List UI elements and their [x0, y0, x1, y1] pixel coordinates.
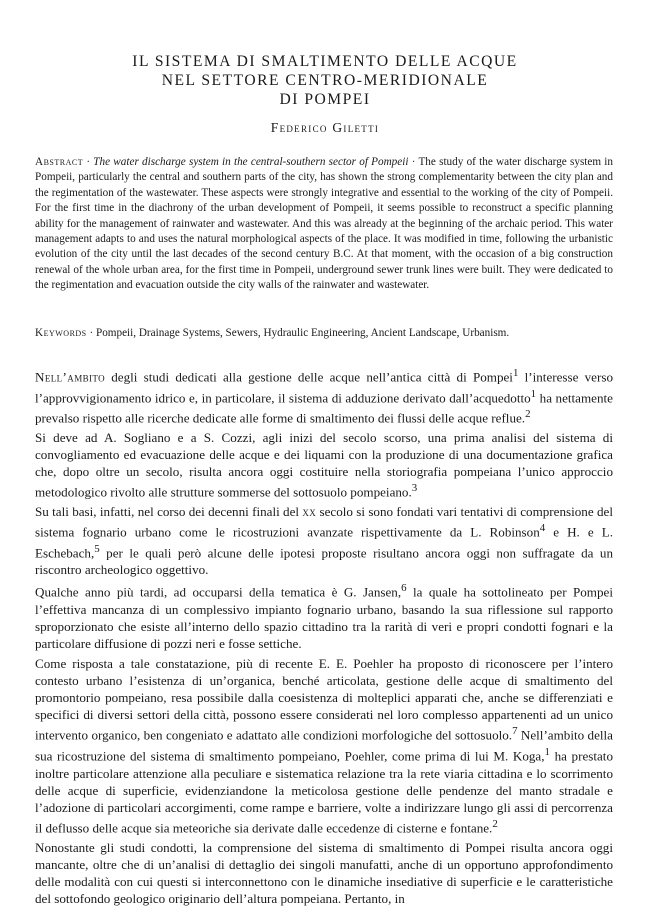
text-run: secolo si sono fondati vari tentativi di comprensione del sistema fognario urbano come le ricostruzioni avanzate rispettivamente da L. Robinson — [35, 503, 613, 540]
paragraph-5 — [35, 655, 613, 837]
century-numeral: xx — [302, 503, 317, 519]
text-run: l’interesse verso l’approvvigionamento idrico e, in particolare, il sistema di adduzione derivato dall’acquedotto — [35, 369, 613, 405]
abstract-english-title: The water discharge system in the central-southern sector of Pompeii — [93, 156, 409, 168]
text-run: Nonostante gli studi condotti, la comprensione del sistema di smaltimento di Pompei risulta ancora oggi mancante, oltre che di un’analisi di dettaglio dei singoli manufatti, anche di un opportuno approfondimento delle modalità con cui questi si interconnettono con le dinamiche insediative di superficie e le caratteristiche del sottofondo geologico originario dell’altura pompeiana. Pertanto, in — [35, 839, 613, 907]
paragraph-6 — [35, 839, 613, 908]
text-run: ha prestato inoltre particolare attenzione alla peculiare e sistematica relazione tra la rete viaria cittadina e lo scorrimento delle acque di superficie, evidenziandone la meticolosa gestione delle pendenze del manto stradale e l’adozione di particolari accorgimenti, come rampe e barriere, volte a indirizzare lungo gli assi di percorrenza il deflusso delle acque sia meteoriche sia derivate dalle eccedenze di cisterne e fontane. — [35, 748, 613, 836]
keywords-label: Keywords — [35, 327, 87, 339]
footnote-ref[interactable]: 5 — [94, 542, 100, 555]
footnote-ref[interactable]: 6 — [401, 582, 407, 595]
paragraph-2 — [35, 429, 613, 501]
text-run: ha nettamente prevalso rispetto alle ricerche dedicate alle forme di smaltimento dei flussi delle acque reflue. — [35, 389, 613, 426]
paragraph-lead-in: Nell’ambito — [35, 369, 106, 385]
text-run: Si deve ad A. Sogliano e a S. Cozzi, agli inizi del secolo scorso, una prima analisi del sistema di convogliamento ed evacuazione delle acque e dei liquami con la produzione di una documentazione grafica che, dopo oltre un secolo, risulta ancora oggi costituire nella storiografia pompeiana l’unico approccio metodologico rivolto alle strutture sommerse del sottosuolo pompeiano. — [35, 429, 613, 500]
title-line-3: DI POMPEI — [279, 91, 371, 108]
text-run: Su tali basi, infatti, nel corso dei decenni finali del — [35, 503, 303, 519]
footnote-ref[interactable]: 1 — [544, 745, 550, 758]
article-body — [35, 365, 613, 909]
keywords — [35, 326, 613, 341]
abstract-separator: · — [83, 156, 94, 168]
abstract — [35, 155, 613, 294]
title-line-2: NEL SETTORE CENTRO-MERIDIONALE — [161, 72, 489, 89]
text-run: la quale ha sottolineato per Pompei l’effettiva mancanza di un complessivo impianto fognario urbano, basando la sua riflessione sul rapporto sproporzionato che esiste all’interno dello spazio cittadino tra la rarità di veri e propri condotti fognari e la particolare diffusione di pozzi neri e fosse settiche. — [35, 584, 613, 652]
footnote-ref[interactable]: 1 — [530, 387, 537, 400]
footnote-ref[interactable]: 3 — [411, 482, 418, 495]
abstract-label: Abstract — [35, 156, 84, 168]
article-title — [40, 52, 610, 109]
footnote-ref[interactable]: 2 — [492, 818, 498, 831]
paragraph-1 — [35, 365, 613, 427]
abstract-separator-2: · — [408, 156, 419, 168]
text-run: degli studi dedicati alla gestione delle acque nell’antica città di Pompei — [105, 369, 513, 385]
keywords-separator: · — [86, 327, 96, 339]
text-run: per le quali però alcune delle ipotesi proposte risultano ancora oggi non suffragate da un riscontro archeologico oggettivo. — [35, 544, 613, 578]
footnote-ref[interactable]: 7 — [512, 725, 518, 738]
footnote-ref[interactable]: 4 — [539, 522, 546, 535]
footnote-ref[interactable]: 2 — [525, 408, 531, 421]
text-run: Nell’ambito della sua ricostruzione del sistema di smaltimento pompeiano, Poehler, come prima di lui M. Koga, — [35, 727, 613, 764]
author-name: Federico Giletti — [270, 120, 380, 135]
keywords-text: Pompeii, Drainage Systems, Sewers, Hydraulic Engineering, Ancient Landscape, Urbanism. — [95, 327, 510, 339]
text-run: Come risposta a tale constatazione, più di recente E. E. Poehler ha proposto di riconoscere per l’intero contesto urbano l’esistenza di un’organica, benché articolata, gestione delle acque di smaltimento del promontorio pompeiano, resa possibile dalla coesistenza di molteplici apparati che, anche se differenziati e specifici di diversi settori della città, possono essere considerati nel loro complesso appartenenti ad un unico intervento organico, ben congeniato e adattato alle condizioni morfologiche del sottosuolo. — [35, 655, 613, 743]
text-run: e H. e L. Eschebach, — [35, 524, 613, 560]
paragraph-4 — [35, 580, 613, 652]
title-line-1: IL SISTEMA DI SMALTIMENTO DELLE ACQUE — [132, 53, 518, 70]
text-run: Qualche anno più tardi, ad occuparsi della tematica è G. Jansen, — [35, 584, 402, 600]
footnote-ref[interactable]: 1 — [512, 367, 519, 379]
abstract-text: The study of the water discharge system in Pompeii, particularly the central and southern parts of the city, has shown the strong complementarity between the city plan and the regimentation of the wastewater. These aspects were strongly integrative and essential to the working of the city of Pompeii. For the first time in the diachrony of the urban development of Pompeii, it seems possible to reconstruct a specific planning ability for the management of rainwater and wastewater. And this was already at the beginning of the archaic period. This water management adapts to and uses the natural morphological aspects of the place. It was modified in time, following the urbanistic evolution of the city until the last decades of the second century B.C. At that moment, with the occasion of a big construction renewal of the whole urban area, for the first time in Pompeii, underground sewer trunk lines were built. They were dedicated to the regimentation and evacuation outside the city walls of the rainwater and wastewater. — [35, 156, 614, 292]
paragraph-3 — [35, 503, 613, 579]
